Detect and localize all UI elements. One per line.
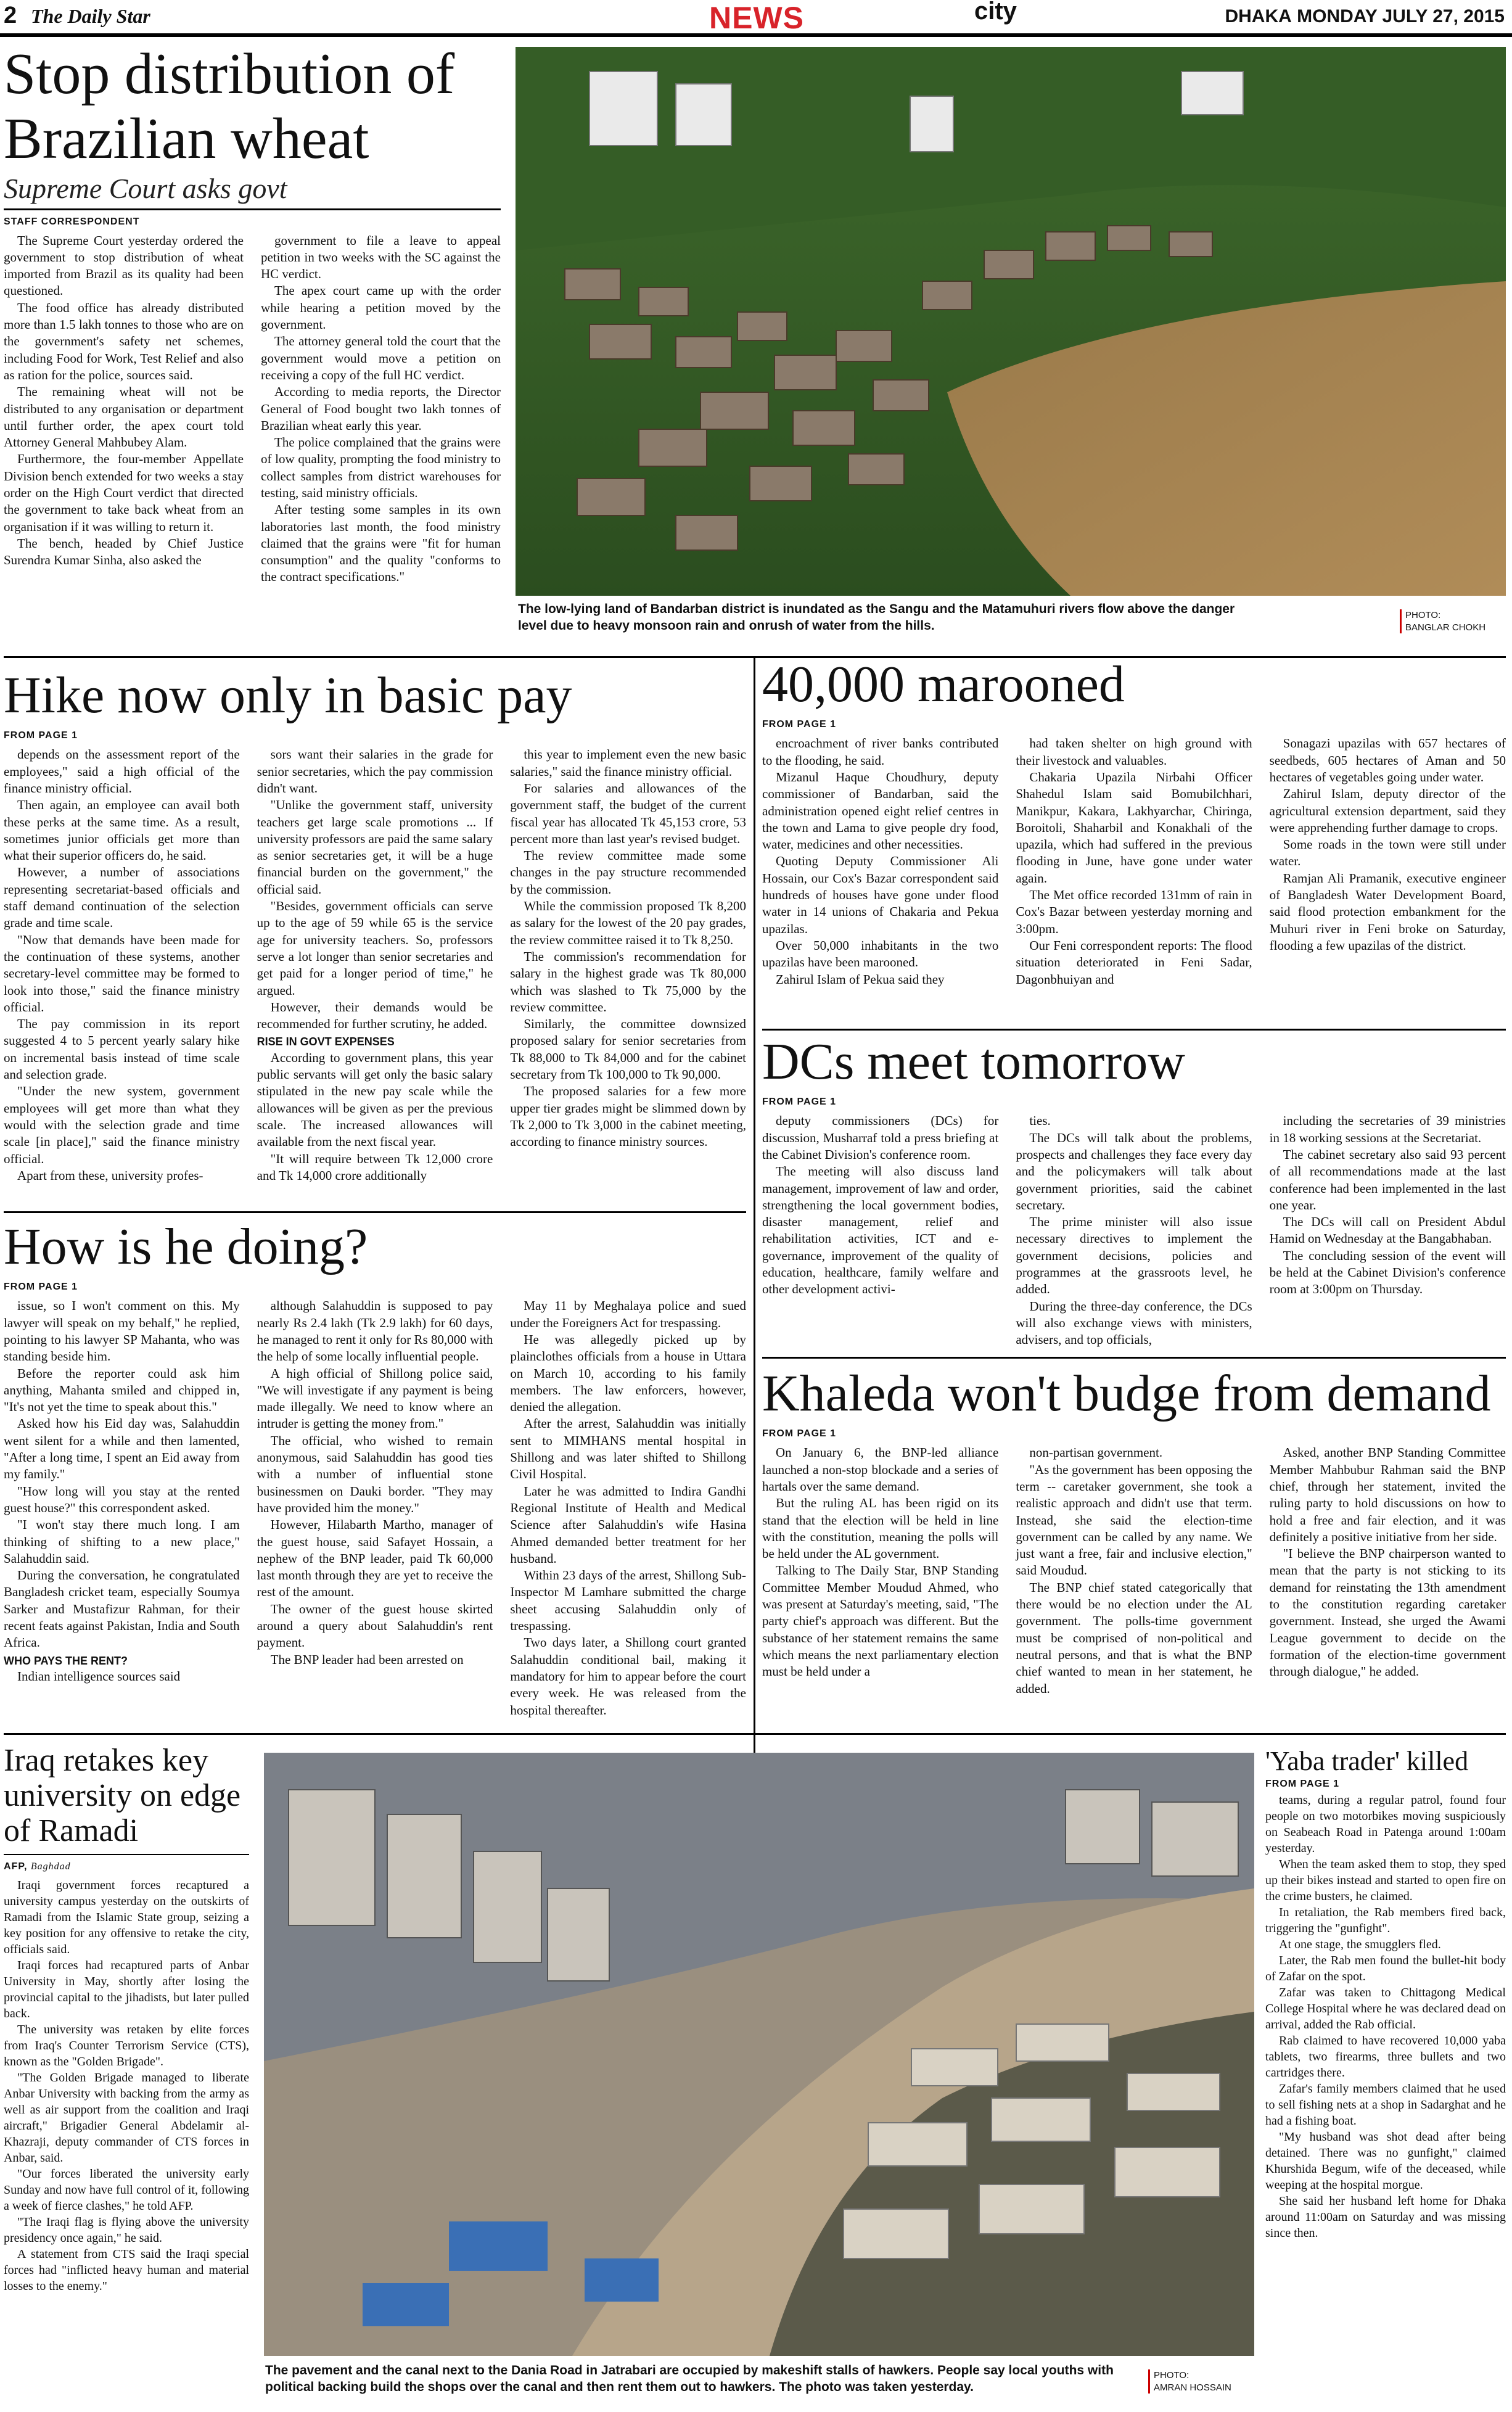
subhead: WHO PAYS THE RENT? bbox=[4, 1654, 128, 1667]
paragraph: However, their demands would be recommended for further scrutiny, he added. bbox=[257, 999, 493, 1032]
paragraph: "Unlike the government staff, university teachers get large scale promotions ... If university professors are paid the same salary as senior secretaries get, it will be a huge financial burden on the government," the official said. bbox=[257, 797, 493, 897]
paragraph: "Besides, government officials can serve up to the age of 59 while 65 is the service age for university teachers. So, professors serve a lot longer than senior secretaries and get paid for a longer period of time," he argued. bbox=[257, 899, 493, 998]
masthead bbox=[0, 0, 1512, 37]
paragraph: "Our forces liberated the university early Sunday and now have full control of it, following a week of fierce clashes," he told AFP. bbox=[4, 2167, 249, 2213]
paragraph: The meeting will also discuss land management, improvement of law and order, strengthening the local government bodies, disaster management, relief and rehabilitation activities, ICT and e-governance, improvement of the quality of education, healthcare, family welfare and other development activi- bbox=[762, 1164, 999, 1297]
paragraph: Talking to The Daily Star, BNP Standing Committee Member Moudud Ahmed, who was present at Saturday's meeting, said, "The party chief's approach was different. But the substance of her statement remains the same which means the next parliamentary election must be held under a bbox=[762, 1563, 999, 1679]
article-iraq bbox=[4, 1743, 249, 2409]
byline-place: Baghdad bbox=[30, 1861, 71, 1872]
article-column bbox=[261, 233, 501, 586]
paragraph: including the secretaries of 39 ministries in 18 working sessions at the Secretariat. bbox=[1269, 1113, 1506, 1145]
article-column bbox=[1270, 1113, 1506, 1348]
canal-photo-image bbox=[264, 1753, 1254, 2356]
paragraph: this year to implement even the new basic salaries," said the finance ministry official. bbox=[510, 747, 746, 779]
article-column bbox=[762, 1444, 998, 1697]
divider bbox=[762, 1357, 1506, 1359]
byline: FROM PAGE 1 bbox=[762, 1097, 837, 1108]
paragraph: At one stage, the smugglers fled. bbox=[1279, 1938, 1441, 1952]
paragraph: Some roads in the town were still under water. bbox=[1269, 837, 1506, 869]
paragraph: The university was retaken by elite forces from Iraq's Counter Terrorism Service (CTS), known as the "Golden Brigade". bbox=[4, 2022, 249, 2068]
article-pay bbox=[4, 667, 746, 1241]
article-column bbox=[762, 735, 998, 987]
paragraph: "Under the new system, government employees will get more than what they would with the selection grade and time scale [in place]," said the finance ministry official. bbox=[4, 1084, 240, 1166]
page-number: 2 bbox=[4, 2, 17, 28]
paper-logo[interactable]: The Daily Star bbox=[31, 5, 150, 27]
paragraph: Later he was admitted to Indira Gandhi Regional Institute of Health and Medical Science after Salahuddin's wife Hasina Ahmed demanded better treatment for her husband. bbox=[510, 1483, 746, 1566]
divider bbox=[4, 1211, 746, 1213]
article-headline[interactable]: Hike now only in basic pay bbox=[4, 667, 572, 724]
flood-photo bbox=[516, 47, 1506, 596]
paragraph: sors want their salaries in the grade for senior secretaries, which the pay commission didn't want. bbox=[257, 747, 493, 796]
paragraph: On January 6, the BNP-led alliance launched a non-stop blockade and a series of hartals over the same demand. bbox=[762, 1445, 999, 1494]
paragraph: The official, who wished to remain anonymous, said Salahuddin has good ties with a number of influential stone businessmen on Dauki border. "They may have provided him the money." bbox=[257, 1433, 493, 1515]
article-column bbox=[1016, 1444, 1252, 1697]
paragraph: Sonagazi upazilas with 657 hectares of seedbeds, 605 hectares of Aman and 50 hectares of vegetables going under water. bbox=[1269, 736, 1506, 784]
paragraph: The proposed salaries for a few more upper tier grades might be slimmed down by Tk 2,000 to Tk 3,000 in the cabinet meeting, according to finance ministry sources. bbox=[510, 1084, 746, 1150]
paragraph: The apex court came up with the order while hearing a petition moved by the government. bbox=[261, 283, 501, 332]
paragraph: When the team asked them to stop, they sped up their bikes instead and started to open fire on the crime busters, he claimed. bbox=[1265, 1858, 1506, 1904]
paragraph: Zahirul Islam, deputy director of the agricultural extension department, said they were apprehending further damage to crops. bbox=[1269, 786, 1506, 835]
paragraph: According to government plans, this year public servants will get only the basic salary stipulated in the new pay scale while the allowances will be given as per the previous scale. The increased allowances will available from the next fiscal year. bbox=[257, 1050, 493, 1150]
article-headline[interactable]: 40,000 marooned bbox=[762, 656, 1125, 713]
paragraph: Then again, an employee can avail both these perks at the same time. As a result, sometimes junior officials get more than what their superior officers do, he said. bbox=[4, 797, 240, 863]
paragraph: "How long will you stay at the rented guest house?" this correspondent asked. bbox=[4, 1483, 240, 1515]
article-column bbox=[762, 1113, 998, 1348]
divider bbox=[4, 1854, 249, 1855]
paragraph: The DCs will talk about the problems, prospects and challenges they face every day and the policymakers will talk about government priorities, said the cabinet secretary. bbox=[1016, 1130, 1252, 1212]
paragraph: The bench, headed by Chief Justice Surendra Kumar Sinha, also asked the bbox=[4, 535, 244, 568]
paragraph: "The Golden Brigade managed to liberate Anbar University with backing from the army as well as air support from the coalition and Iraqi aircraft," Brigadier General Abdelamir al-Khazraji, deputy commander of CTS forces in Anbar, said. bbox=[4, 2070, 249, 2165]
credit-label: PHOTO: bbox=[1154, 2370, 1189, 2381]
article-column bbox=[510, 1298, 746, 1718]
paragraph: issue, so I won't comment on this. My lawyer will speak on my behalf," he replied, pointing to his lawyer SP Mahanta, who was standing beside him. bbox=[4, 1298, 240, 1364]
article-headline[interactable]: DCs meet tomorrow bbox=[762, 1034, 1185, 1090]
divider bbox=[4, 1733, 1506, 1735]
paragraph: The commission's recommendation for salary in the highest grade was Tk 80,000 which was slashed to Tk 75,000 by the review committee. bbox=[510, 949, 746, 1015]
paragraph: "As the government has been opposing the term -- caretaker government, she took a realistic approach and didn't use that term. Instead, she said the election-time government can be called by any name. We just want a free, fair and inclusive election," said Moudud. bbox=[1016, 1462, 1252, 1578]
paragraph: Zafar was taken to Chittagong Medical College Hospital where he was declared dead on arrival, added the Rab official. bbox=[1265, 1986, 1506, 2032]
byline: FROM PAGE 1 bbox=[1265, 1779, 1340, 1790]
paragraph: Two days later, a Shillong court granted Salahuddin conditional bail, making it mandatory for him to appear before the court every week. He was released from the hospital thereafter. bbox=[510, 1635, 746, 1718]
paragraph: For salaries and allowances of the government staff, the budget of the current fiscal year has allocated Tk 45,153 crore, 53 percent more than last year's revised budget. bbox=[510, 780, 746, 846]
paragraph: However, Hilabarth Martho, manager of the guest house, said Safayet Hossain, a nephew of the BNP leader, paid Tk 60,000 last month through they are yet to receive the rest of the amount. bbox=[257, 1517, 493, 1600]
dateline-city: DHAKA bbox=[1225, 6, 1292, 27]
article-column bbox=[510, 746, 746, 1184]
paragraph: Later, the Rab men found the bullet-hit body of Zafar on the spot. bbox=[1265, 1954, 1506, 1984]
paragraph: "Now that demands have been made for the continuation of these systems, another secretary-level committee may be formed to look into those," said the finance ministry official. bbox=[4, 932, 240, 1015]
paragraph: The BNP leader had been arrested on bbox=[270, 1652, 464, 1667]
paragraph: Quoting Deputy Commissioner Ali Hossain, our Cox's Bazar correspondent said hundreds of houses have gone under flood water in 14 unions of Chakaria and Pekua upazilas. bbox=[762, 854, 999, 936]
dateline bbox=[1225, 6, 1505, 27]
paragraph: ties. bbox=[1029, 1113, 1051, 1129]
paragraph: The cabinet secretary also said 93 percent of all recommendations made at the last conference had been implemented in the last one year. bbox=[1269, 1146, 1506, 1212]
paragraph: Furthermore, the four-member Appellate Division bench extended for two weeks a stay order on the High Court verdict that directed the government to take back wheat from an organisation if it was willing to return it. bbox=[4, 451, 244, 534]
paragraph: Indian intelligence sources said bbox=[17, 1669, 181, 1684]
article-column bbox=[1270, 1444, 1506, 1697]
article-headline[interactable]: 'Yaba trader' killed bbox=[1265, 1747, 1469, 1776]
article-column bbox=[4, 1877, 249, 2294]
article-column bbox=[1265, 1792, 1506, 2241]
paragraph: Before the reporter could ask him anything, Mahanta smiled and chipped in, "It's not yet the time to speak about this." bbox=[4, 1365, 240, 1415]
article-column bbox=[4, 746, 240, 1184]
paragraph: teams, during a regular patrol, found four people on two motorbikes moving suspiciously on Seabeach Road in Patenga around 1:00am yesterday. bbox=[1265, 1793, 1506, 1856]
paragraph: Similarly, the committee downsized proposed salary for senior secretaries from Tk 88,000 to Tk 84,000 and for the cabinet secretary from Tk 100,000 to Tk 90,000. bbox=[510, 1016, 746, 1082]
paragraph: The owner of the guest house skirted around a query about Salahuddin's rent payment. bbox=[257, 1601, 493, 1650]
byline bbox=[4, 1861, 249, 1872]
paragraph: The Met office recorded 131mm of rain in Cox's Bazar between yesterday morning and 3:00pm. bbox=[1016, 887, 1252, 936]
paragraph: After the arrest, Salahuddin was initially sent to MIMHANS mental hospital in Shillong and was later shifted to Shillong Civil Hospital. bbox=[510, 1416, 746, 1482]
article-column bbox=[4, 1298, 240, 1718]
flood-photo-credit bbox=[1400, 609, 1505, 633]
paragraph: Zahirul Islam of Pekua said they bbox=[776, 971, 945, 987]
paragraph: The attorney general told the court that the government would move a petition on receiving a copy of the full HC verdict. bbox=[261, 334, 501, 382]
paragraph: During the conversation, he congratulated Bangladesh cricket team, especially Soumya Sarker and Mustafizur Rahman, for their recent feats against Pakistan, India and South Africa. bbox=[4, 1568, 240, 1650]
paragraph: "I believe the BNP chairperson wanted to mean that the party is not sticking to its demand for reinstating the 13th amendment to the constitution regarding caretaker government. Instead, she urged the Awami League government to decide on the formation of the election-time government through dialogue," he added. bbox=[1269, 1546, 1506, 1679]
paragraph: May 11 by Meghalaya police and sued under the Foreigners Act for trespassing. bbox=[510, 1298, 746, 1330]
paragraph: While the commission proposed Tk 8,200 as salary for the lowest of the 20 pay grades, the review committee raised it to Tk 8,250. bbox=[510, 899, 746, 947]
paragraph: He was allegedly picked up by plainclothes officials from a house in Uttara on March 10, according to his family members. The law enforcers, however, denied the allegation. bbox=[510, 1332, 746, 1415]
byline: FROM PAGE 1 bbox=[4, 730, 78, 741]
article-column bbox=[1016, 1113, 1252, 1348]
paragraph: Asked how his Eid day was, Salahuddin went silent for a while and then lamented, "After a long time, I spent an Eid away from my family." bbox=[4, 1416, 240, 1482]
paragraph: had taken shelter on high ground with their livestock and valuables. bbox=[1016, 736, 1252, 768]
byline-agency: AFP, bbox=[4, 1861, 28, 1872]
paragraph: deputy commissioners (DCs) for discussion, Musharraf told a press briefing at the Cabinet Division's conference room. bbox=[762, 1113, 999, 1162]
paragraph: Our Feni correspondent reports: The flood situation deteriorated in Feni Sadar, Dagonbhuiyan and bbox=[1016, 937, 1252, 987]
paragraph: The police complained that the grains were of low quality, prompting the food ministry to collect samples from district warehouses for testing, said ministry officials. bbox=[261, 435, 501, 500]
paragraph: Iraqi government forces recaptured a university campus yesterday on the outskirts of Ramadi from the Islamic State group, seizing a key position for any offensive to retake the city, officials said. bbox=[4, 1878, 249, 1956]
paragraph: The review committee made some changes in the pay structure recommended by the commission. bbox=[510, 848, 746, 897]
paragraph: "It will require between Tk 12,000 crore and Tk 14,000 crore additionally bbox=[257, 1151, 493, 1183]
section-label[interactable]: NEWS bbox=[709, 1, 804, 35]
paragraph: A high official of Shillong police said, "We will investigate if any payment is being made illegally. We need to know where an intruder is getting the money from." bbox=[257, 1365, 493, 1431]
flood-photo-image bbox=[516, 47, 1506, 596]
paragraph: Rab claimed to have recovered 10,000 yaba tablets, two firearms, three bullets and two cartridges there. bbox=[1265, 2034, 1506, 2080]
byline: STAFF CORRESPONDENT bbox=[4, 216, 140, 227]
paragraph: According to media reports, the Director General of Food bought two lakh tonnes of Brazilian wheat early this year. bbox=[261, 384, 501, 433]
byline: FROM PAGE 1 bbox=[4, 1282, 78, 1293]
paragraph: The food office has already distributed more than 1.5 lakh tonnes to those who are on the government's safety net schemes, including Food for Work, Test Relief and also as ration for the police, sources said. bbox=[4, 300, 244, 382]
paragraph: The Supreme Court yesterday ordered the government to stop distribution of wheat imported from Brazil as its quality had been questioned. bbox=[4, 233, 244, 298]
article-column bbox=[257, 1298, 493, 1718]
paragraph: The remaining wheat will not be distributed to any organisation or department until further order, the apex court told Attorney General Mahbubey Alam. bbox=[4, 384, 244, 450]
paragraph: The concluding session of the event will be held at the Cabinet Division's conference room at 3:00pm on Thursday. bbox=[1269, 1248, 1506, 1297]
canal-photo bbox=[264, 1753, 1254, 2356]
article-yaba bbox=[1265, 1747, 1506, 2410]
paragraph: The prime minister will also issue necessary directives to implement the government decisions, policies and programmes at the grassroots level, he added. bbox=[1016, 1214, 1252, 1297]
paragraph: Asked, another BNP Standing Committee Member Mahbubur Rahman said the BNP chief, through her statement, invited the ruling party to hold discussions on how to hold a free and fair election, and it was definitely a positive initiative from her side. bbox=[1269, 1445, 1506, 1544]
article-headline[interactable]: How is he doing? bbox=[4, 1219, 368, 1275]
canal-photo-caption: The pavement and the canal next to the Dania Road in Jatrabari are occupied by makeshift stalls of hawkers. People say local youths with political backing build the shops over the canal and then rent them out to hawkers. The photo was taken yesterday. bbox=[265, 2363, 1114, 2395]
byline: FROM PAGE 1 bbox=[762, 719, 837, 730]
paragraph: The pay commission in its report suggested 4 to 5 percent yearly salary hike on incremental basis instead of time scale and selection grade. bbox=[4, 1016, 240, 1082]
paragraph: However, a number of associations representing secretariat-based officials and staff demand continuation of the selection grade and time scale. bbox=[4, 865, 240, 931]
article-dcs bbox=[762, 1034, 1506, 1354]
paragraph: depends on the assessment report of the employees," said a high official of the finance ministry official. bbox=[4, 747, 240, 796]
article-column bbox=[257, 746, 493, 1184]
article-doing bbox=[4, 1219, 746, 1724]
paragraph: Iraqi forces had recaptured parts of Anbar University in May, shortly after losing the provincial capital to the jihadists, but later pulled back. bbox=[4, 1958, 249, 2020]
article-column bbox=[4, 233, 244, 586]
subsection-label: city bbox=[974, 0, 1017, 25]
paragraph: "My husband was shot dead after being detained. There was no gunfight," claimed Khurshida Begum, wife of the deceased, while weeping at the hospital morgue. bbox=[1265, 2130, 1506, 2192]
paragraph: non-partisan government. bbox=[1029, 1445, 1163, 1460]
credit-name: BANGLAR CHOKH bbox=[1405, 622, 1486, 633]
credit-name: AMRAN HOSSAIN bbox=[1154, 2382, 1231, 2393]
paragraph: After testing some samples in its own laboratories last month, the food ministry claimed that the grains were "fit for human consumption" and the quality "conforms to the contract specifications." bbox=[261, 502, 501, 585]
paragraph: Within 23 days of the arrest, Shillong Sub-Inspector M Lamhare submitted the charge sheet accusing Salahuddin only of trespassing. bbox=[510, 1568, 746, 1634]
paragraph: Apart from these, university profes- bbox=[17, 1167, 203, 1183]
paragraph: encroachment of river banks contributed to the flooding, he said. bbox=[762, 736, 999, 768]
paragraph: She said her husband left home for Dhaka around 11:00am on Saturday and was missing since then. bbox=[1265, 2194, 1506, 2241]
divider bbox=[4, 208, 501, 210]
article-headline[interactable]: Iraq retakes key university on edge of Ramadi bbox=[4, 1743, 241, 1849]
paragraph: Ramjan Ali Pramanik, executive engineer of Bangladesh Water Development Board, said flood protection embankment for the Muhuri river in Feni broke on Saturday, flooding a few upazilas of the district. bbox=[1269, 870, 1506, 953]
paragraph: "The Iraqi flag is flying above the university presidency once again," he said. bbox=[4, 2215, 249, 2245]
flood-photo-caption: The low-lying land of Bandarban district is inundated as the Sangu and the Matamuhuri rivers flow above the danger level due to heavy monsoon rain and onrush of water from the hills. bbox=[518, 602, 1235, 633]
article-column bbox=[1270, 735, 1506, 987]
paragraph: Zafar's family members claimed that he used to sell fishing nets at a shop in Sadarghat and he had a fishing boat. bbox=[1265, 2082, 1506, 2128]
article-column bbox=[1016, 735, 1252, 987]
article-wheat bbox=[4, 42, 501, 652]
dateline-date: MONDAY JULY 27, 2015 bbox=[1297, 6, 1505, 27]
paragraph: The BNP chief stated categorically that there would be no election under the AL government. The polls-time government must be comprised of non-political and neutral persons, and that is what the BNP chief wanted to mean in her statement, he added. bbox=[1016, 1579, 1252, 1696]
paragraph: Chakaria Upazila Nirbahi Officer Shahedul Islam said Bomubilchhari, Manikpur, Kakara, Lakhyarchar, Chiringa, Boroitoli, Shaharbil and Konakhali of the upazila, which had suffered in the previous flooding in June, have gone under water again. bbox=[1016, 769, 1252, 886]
paragraph: Over 50,000 inhabitants in the two upazilas have been marooned. bbox=[762, 937, 999, 970]
paragraph: although Salahuddin is supposed to pay nearly Rs 2.4 lakh (Tk 2.9 lakh) for 60 days, he managed to rent it only for Rs 80,000 with the help of some locally influential people. bbox=[257, 1298, 493, 1364]
divider bbox=[754, 656, 755, 1760]
paragraph: During the three-day conference, the DCs will also exchange views with ministers, advisers, and top officials, bbox=[1016, 1298, 1252, 1348]
paragraph: Mizanul Haque Choudhury, deputy commissioner of Bandarban, said the administration opened eight relief centres in the town and Lama to give people dry food, water, medicines and other necessities. bbox=[762, 769, 999, 852]
byline: FROM PAGE 1 bbox=[762, 1428, 837, 1439]
canal-photo-credit bbox=[1148, 2369, 1253, 2393]
article-deck: Supreme Court asks govt bbox=[4, 172, 287, 204]
paragraph: In retaliation, the Rab members fired back, triggering the "gunfight". bbox=[1265, 1906, 1506, 1936]
paragraph: government to file a leave to appeal petition in two weeks with the SC against the HC verdict. bbox=[261, 233, 501, 282]
paragraph: A statement from CTS said the Iraqi special forces had "inflicted heavy human and material losses to the enemy." bbox=[4, 2247, 249, 2293]
subhead: RISE IN GOVT EXPENSES bbox=[257, 1035, 395, 1048]
paragraph: But the ruling AL has been rigid on its stand that the election will be held in line with the constitution, meaning the polls will be held under the AL government. bbox=[762, 1496, 999, 1562]
divider bbox=[762, 1029, 1506, 1031]
article-headline[interactable]: Khaleda won't budge from demand bbox=[762, 1365, 1491, 1422]
article-khaleda bbox=[762, 1365, 1506, 1748]
article-headline[interactable]: Stop distribution of Brazilian wheat bbox=[4, 42, 455, 171]
credit-label: PHOTO: bbox=[1405, 610, 1441, 620]
paragraph: The DCs will call on President Abdul Hamid on Wednesday at the Bangabhaban. bbox=[1269, 1214, 1506, 1246]
article-marooned bbox=[762, 656, 1506, 1026]
paragraph: "I won't stay there much long. I am thinking of shifting to a new place," Salahuddin said. bbox=[4, 1517, 240, 1566]
